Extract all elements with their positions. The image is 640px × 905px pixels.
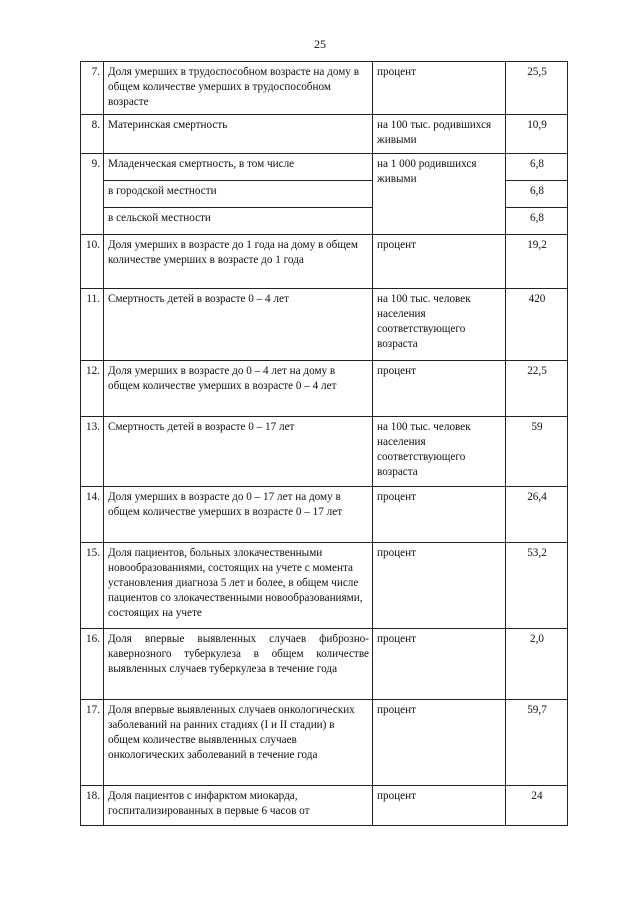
indicator-name: Доля пациентов с инфарктом миокарда, госпитализированных в первые 6 часов от xyxy=(104,785,373,825)
unit-of-measure: процент xyxy=(373,628,506,699)
indicator-name: Доля умерших в возрасте до 0 – 4 лет на дому в общем количестве умерших в возрасте 0 – 4 лет xyxy=(104,360,373,416)
indicator-value: 19,2 xyxy=(506,234,568,288)
indicator-name: Смертность детей в возрасте 0 – 17 лет xyxy=(104,416,373,486)
row-number: 15. xyxy=(81,542,104,628)
indicator-name: Младенческая смертность, в том числе xyxy=(104,153,373,180)
indicator-name: Доля впервые выявленных случаев фиброзно-кавернозного туберкулеза в общем количестве выявленных случаев туберкулеза в течение года xyxy=(104,628,373,699)
indicator-value: 10,9 xyxy=(506,114,568,153)
indicator-name: Доля умерших в возрасте до 1 года на дому в общем количестве умерших в возрасте до 1 года xyxy=(104,234,373,288)
indicator-name: Доля умерших в трудоспособном возрасте на дому в общем количестве умерших в трудоспособном возрасте xyxy=(104,62,373,115)
unit-of-measure: на 100 тыс. человек населения соответствующего возраста xyxy=(373,416,506,486)
indicator-name: Доля впервые выявленных случаев онкологических заболеваний на ранних стадиях (I и II стадии) в общем количестве выявленных случаев онкологических заболеваний в течение года xyxy=(104,699,373,785)
row-number: 14. xyxy=(81,486,104,542)
unit-of-measure: на 100 тыс. родившихся живыми xyxy=(373,114,506,153)
row-number: 16. xyxy=(81,628,104,699)
indicator-subname: в городской местности xyxy=(104,180,373,207)
table-row xyxy=(81,288,568,360)
unit-of-measure: процент xyxy=(373,785,506,825)
indicator-value: 420 xyxy=(506,288,568,360)
table-row xyxy=(81,114,568,153)
row-number: 11. xyxy=(81,288,104,360)
page-number: 25 xyxy=(314,37,326,51)
table-row xyxy=(81,234,568,288)
unit-of-measure: процент xyxy=(373,234,506,288)
unit-of-measure: процент xyxy=(373,62,506,115)
row-number: 13. xyxy=(81,416,104,486)
table-row xyxy=(81,542,568,628)
indicator-name: Смертность детей в возрасте 0 – 4 лет xyxy=(104,288,373,360)
indicator-name: Доля умерших в возрасте до 0 – 17 лет на дому в общем количестве умерших в возрасте 0 – 17 лет xyxy=(104,486,373,542)
indicator-value: 26,4 xyxy=(506,486,568,542)
unit-of-measure: процент xyxy=(373,542,506,628)
unit-of-measure: на 1 000 родившихся живыми xyxy=(373,153,506,234)
indicator-name: Материнская смертность xyxy=(104,114,373,153)
indicator-name: Доля пациентов, больных злокачественными новообразованиями, состоящих на учете с момента установления диагноза 5 лет и более, в общем числе пациентов со злокачественными новообразованиями, состоящих на учете xyxy=(104,542,373,628)
row-number: 10. xyxy=(81,234,104,288)
indicator-value: 25,5 xyxy=(506,62,568,115)
unit-of-measure: процент xyxy=(373,486,506,542)
indicator-value: 59,7 xyxy=(506,699,568,785)
row-number: 12. xyxy=(81,360,104,416)
unit-of-measure: процент xyxy=(373,360,506,416)
table-row xyxy=(81,699,568,785)
unit-of-measure: на 100 тыс. человек населения соответствующего возраста xyxy=(373,288,506,360)
table-row xyxy=(81,486,568,542)
row-number: 18. xyxy=(81,785,104,825)
row-number: 8. xyxy=(81,114,104,153)
row-number: 9. xyxy=(81,153,104,234)
table-row xyxy=(81,628,568,699)
indicator-value: 6,8 xyxy=(506,207,568,234)
row-number: 17. xyxy=(81,699,104,785)
indicator-subname: в сельской местности xyxy=(104,207,373,234)
indicator-value: 24 xyxy=(506,785,568,825)
table-row xyxy=(81,62,568,115)
indicator-value: 59 xyxy=(506,416,568,486)
table-row xyxy=(81,785,568,825)
table-row xyxy=(81,153,568,180)
indicator-value: 22,5 xyxy=(506,360,568,416)
indicator-value: 6,8 xyxy=(506,180,568,207)
row-number: 7. xyxy=(81,62,104,115)
indicators-table xyxy=(80,61,568,826)
unit-of-measure: процент xyxy=(373,699,506,785)
indicator-value: 6,8 xyxy=(506,153,568,180)
table-row xyxy=(81,360,568,416)
indicator-value: 53,2 xyxy=(506,542,568,628)
table-row xyxy=(81,416,568,486)
indicator-value: 2,0 xyxy=(506,628,568,699)
